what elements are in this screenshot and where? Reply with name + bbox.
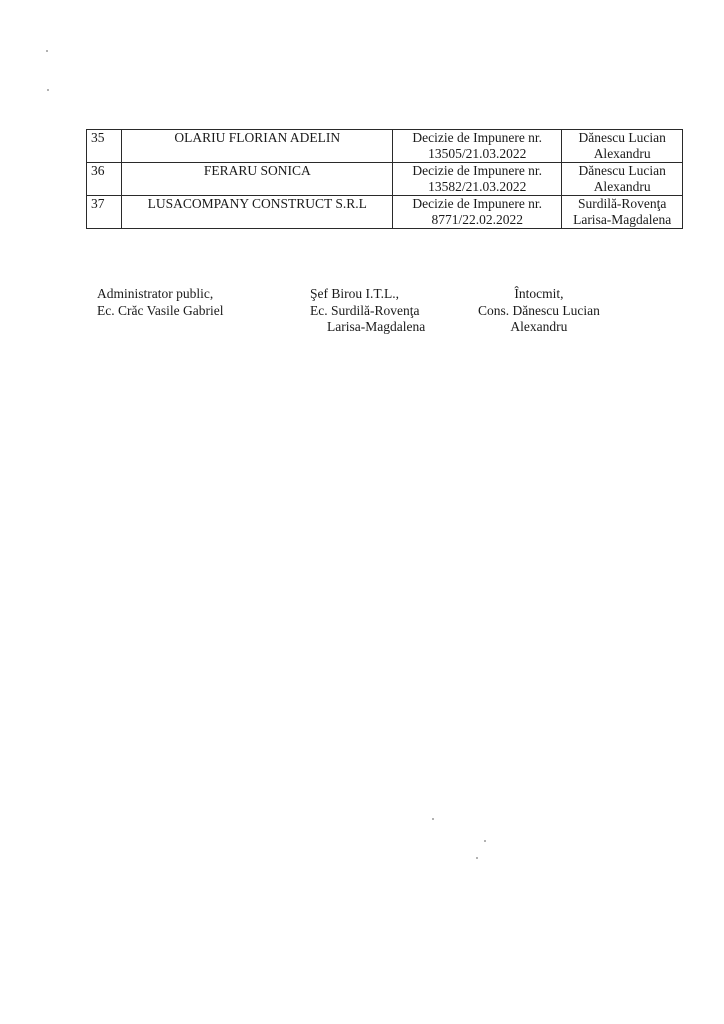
document-number: 13582/21.03.2022 (428, 179, 527, 194)
signature-role: Întocmit, (514, 286, 564, 301)
scan-speck (484, 840, 486, 842)
records-table (86, 129, 683, 229)
responsible-line: Larisa-Magdalena (573, 212, 672, 227)
signature-role: Şef Birou I.T.L., (310, 286, 399, 301)
signature-name: Alexandru (510, 319, 568, 334)
signature-block-sef-birou (310, 286, 425, 336)
responsible-person (562, 163, 683, 196)
document-reference (393, 163, 562, 196)
table-row (87, 130, 683, 163)
taxpayer-name: FERARU SONICA (122, 163, 393, 196)
document-type: Decizie de Impunere nr. (412, 163, 543, 178)
table-row (87, 196, 683, 229)
row-number: 36 (87, 163, 122, 196)
signature-block-admin (97, 286, 223, 319)
signature-name: Cons. Dănescu Lucian (478, 302, 600, 318)
signature-name: Ec. Crăc Vasile Gabriel (97, 302, 224, 318)
responsible-line: Alexandru (593, 179, 651, 194)
responsible-line: Surdilă-Rovenţa (577, 196, 667, 211)
responsible-line: Dănescu Lucian (578, 163, 666, 178)
document-number: 8771/22.02.2022 (431, 212, 523, 227)
document-type: Decizie de Impunere nr. (412, 196, 543, 211)
document-reference (393, 196, 562, 229)
table-row (87, 163, 683, 196)
signature-name: Larisa-Magdalena (327, 319, 426, 334)
scan-speck (47, 89, 49, 91)
scan-speck (432, 818, 434, 820)
responsible-person (562, 196, 683, 229)
taxpayer-name: OLARIU FLORIAN ADELIN (122, 130, 393, 163)
signature-role: Administrator public, (97, 286, 214, 301)
scan-speck (46, 50, 48, 52)
document-reference (393, 130, 562, 163)
document-type: Decizie de Impunere nr. (412, 130, 543, 145)
signature-block-intocmit (478, 286, 600, 336)
responsible-line: Alexandru (593, 146, 651, 161)
document-number: 13505/21.03.2022 (428, 146, 527, 161)
row-number: 35 (87, 130, 122, 163)
responsible-line: Dănescu Lucian (578, 130, 666, 145)
responsible-person (562, 130, 683, 163)
scan-speck (476, 857, 478, 859)
taxpayer-name: LUSACOMPANY CONSTRUCT S.R.L (122, 196, 393, 229)
row-number: 37 (87, 196, 122, 229)
signature-name: Ec. Surdilă-Rovenţa (310, 302, 420, 318)
